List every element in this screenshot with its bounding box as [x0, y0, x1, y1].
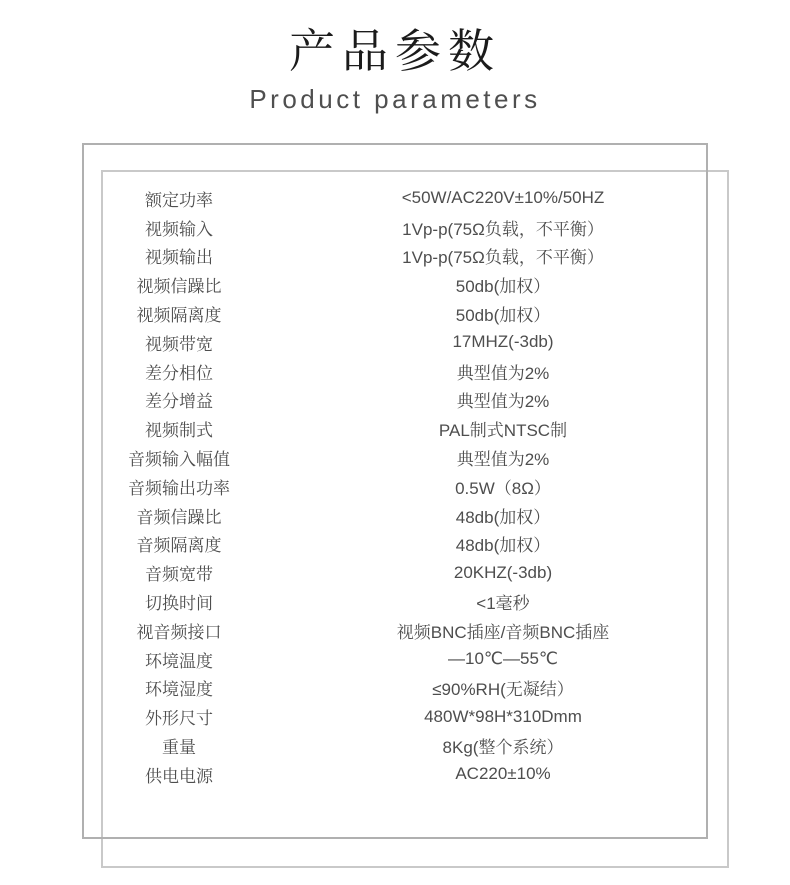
spec-row [102, 357, 708, 386]
spec-label: 供电电源 [145, 766, 213, 786]
spec-row [102, 386, 708, 415]
spec-label: 音频输入幅值 [128, 450, 230, 470]
spec-row [102, 760, 708, 789]
spec-row [102, 414, 708, 443]
spec-row [102, 587, 708, 616]
spec-value: 0.5W（8Ω） [455, 478, 551, 498]
spec-label: 视频制式 [145, 421, 213, 441]
spec-value: 典型值为2% [456, 450, 550, 470]
spec-row [102, 443, 708, 472]
spec-value: 20KHZ(-3db) [453, 562, 553, 582]
spec-value: 典型值为2% [456, 392, 550, 412]
spec-label: 音频输出功率 [128, 478, 230, 498]
spec-value: 48db(加权） [455, 536, 551, 556]
spec-value: ≤90%RH(无凝结） [432, 680, 574, 700]
spec-row [102, 558, 708, 587]
spec-label: 额定功率 [145, 190, 213, 210]
spec-value: 480W*98H*310Dmm [424, 706, 582, 726]
spec-value: 17MHZ(-3db) [452, 332, 554, 352]
spec-label: 差分增益 [145, 392, 213, 412]
spec-value: 50db(加权） [455, 306, 551, 326]
spec-label: 环境温度 [145, 651, 213, 671]
spec-label: 重量 [162, 738, 196, 758]
spec-row [102, 616, 708, 645]
spec-label: 切换时间 [145, 594, 213, 614]
spec-value: 1Vp-p(75Ω负载，不平衡） [402, 219, 604, 239]
spec-row [102, 242, 708, 271]
spec-value: —10℃—55℃ [447, 649, 558, 669]
spec-row [102, 530, 708, 559]
spec-label: 视音频接口 [136, 622, 222, 642]
spec-value: <50W/AC220V±10%/50HZ [401, 188, 605, 208]
spec-row [102, 472, 708, 501]
spec-row [102, 299, 708, 328]
spec-label: 视频信躁比 [136, 277, 222, 297]
spec-table [102, 184, 708, 789]
spec-value: PAL制式NTSC制 [438, 421, 568, 441]
spec-label: 音频隔离度 [136, 536, 222, 556]
spec-label: 差分相位 [145, 363, 213, 383]
page-title: 产品参数 [289, 25, 501, 77]
spec-label: 外形尺寸 [145, 709, 213, 729]
spec-label: 音频宽带 [145, 565, 213, 585]
spec-value: AC220±10% [455, 764, 551, 784]
spec-row [102, 270, 708, 299]
spec-label: 视频隔离度 [136, 306, 222, 326]
spec-row [102, 328, 708, 357]
spec-value: <1毫秒 [476, 594, 530, 614]
spec-value: 视频BNC插座/音频BNC插座 [396, 622, 610, 642]
spec-label: 视频输出 [145, 248, 213, 268]
spec-value: 典型值为2% [456, 363, 550, 383]
spec-value: 48db(加权） [455, 507, 551, 527]
spec-row [102, 213, 708, 242]
spec-label: 环境湿度 [145, 680, 213, 700]
spec-row [102, 731, 708, 760]
spec-row [102, 501, 708, 530]
spec-row [102, 674, 708, 703]
spec-value: 50db(加权） [455, 277, 551, 297]
spec-label: 音频信躁比 [136, 507, 222, 527]
spec-row [102, 645, 708, 674]
spec-row [102, 184, 708, 213]
spec-row [102, 702, 708, 731]
spec-label: 视频输入 [145, 219, 213, 239]
spec-value: 1Vp-p(75Ω负载，不平衡） [402, 248, 604, 268]
spec-value: 8Kg(整个系统） [442, 738, 564, 758]
spec-label: 视频带宽 [145, 334, 213, 354]
page-subtitle: Product parameters [249, 84, 541, 114]
